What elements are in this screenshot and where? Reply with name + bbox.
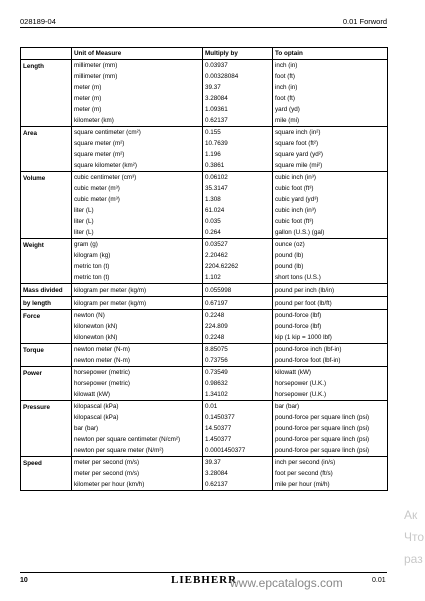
- factor-cell: 0.00328084: [203, 71, 273, 82]
- side-overlay-text: раз: [404, 552, 423, 566]
- factor-cell: 1.34102: [203, 389, 273, 401]
- unit-cell: kilogram per meter (kg/m): [72, 284, 203, 297]
- category-label: Force: [21, 310, 72, 344]
- target-unit-cell: foot per second (ft/s): [273, 468, 388, 479]
- factor-cell: 2.20462: [203, 250, 273, 261]
- unit-cell: horsepower (metric): [72, 378, 203, 389]
- table-row: [21, 227, 388, 239]
- table-row: [21, 172, 388, 184]
- target-unit-cell: square foot (ft²): [273, 138, 388, 149]
- table-row: [21, 250, 388, 261]
- unit-cell: liter (L): [72, 205, 203, 216]
- factor-cell: 0.98632: [203, 378, 273, 389]
- target-unit-cell: mile (mi): [273, 115, 388, 127]
- target-unit-cell: kilowatt (kW): [273, 367, 388, 379]
- target-unit-cell: inch (in): [273, 82, 388, 93]
- target-unit-cell: cubic inch (in³): [273, 172, 388, 184]
- table-row: [21, 93, 388, 104]
- table-row: [21, 468, 388, 479]
- target-unit-cell: pound-force per square linch (psi): [273, 434, 388, 445]
- factor-cell: 3.28084: [203, 93, 273, 104]
- factor-cell: 0.3861: [203, 160, 273, 172]
- factor-cell: 0.2248: [203, 310, 273, 322]
- target-unit-cell: pound-force per square linch (psi): [273, 423, 388, 434]
- column-header: Unit of Measure: [72, 48, 203, 60]
- page-header: [20, 15, 387, 28]
- unit-cell: cubic centimeter (cm³): [72, 172, 203, 184]
- table-header-row: [21, 48, 388, 60]
- table-row: [21, 239, 388, 251]
- table-row: [21, 297, 388, 310]
- unit-cell: meter (m): [72, 93, 203, 104]
- table-row: [21, 378, 388, 389]
- category-label: Mass divided: [21, 284, 72, 297]
- category-label: by length: [21, 297, 72, 310]
- target-unit-cell: foot (ft): [273, 93, 388, 104]
- table-row: [21, 272, 388, 284]
- table-row: [21, 434, 388, 445]
- watermark-text: www.epcatalogs.com: [230, 576, 343, 590]
- category-label: Area: [21, 127, 72, 172]
- unit-cell: newton (N): [72, 310, 203, 322]
- side-overlay-text: Ак: [404, 508, 418, 522]
- unit-cell: newton per square centimeter (N/cm²): [72, 434, 203, 445]
- category-label: Pressure: [21, 401, 72, 457]
- target-unit-cell: yard (yd): [273, 104, 388, 115]
- factor-cell: 0.62137: [203, 115, 273, 127]
- factor-cell: 0.155: [203, 127, 273, 139]
- table-row: [21, 149, 388, 160]
- table-row: [21, 457, 388, 469]
- unit-cell: meter per second (m/s): [72, 468, 203, 479]
- unit-cell: newton meter (N-m): [72, 355, 203, 367]
- target-unit-cell: pound (lb): [273, 250, 388, 261]
- factor-cell: 0.03937: [203, 60, 273, 72]
- table-row: [21, 389, 388, 401]
- table-row: [21, 205, 388, 216]
- unit-cell: metric ton (t): [72, 261, 203, 272]
- target-unit-cell: bar (bar): [273, 401, 388, 413]
- target-unit-cell: square yard (yd²): [273, 149, 388, 160]
- category-label: Weight: [21, 239, 72, 284]
- target-unit-cell: cubic foot (ft³): [273, 216, 388, 227]
- unit-cell: cubic meter (m³): [72, 183, 203, 194]
- factor-cell: 0.035: [203, 216, 273, 227]
- unit-cell: kilogram per meter (kg/m): [72, 297, 203, 310]
- factor-cell: 0.01: [203, 401, 273, 413]
- unit-cell: newton meter (N-m): [72, 344, 203, 356]
- unit-cell: kilopascal (kPa): [72, 401, 203, 413]
- unit-cell: square kilometer (km²): [72, 160, 203, 172]
- table-row: [21, 367, 388, 379]
- unit-cell: kilonewton (kN): [72, 321, 203, 332]
- column-header: To optain: [273, 48, 388, 60]
- factor-cell: 3.28084: [203, 468, 273, 479]
- unit-cell: meter (m): [72, 104, 203, 115]
- table-row: [21, 479, 388, 491]
- document-number: 028189-04: [20, 17, 56, 26]
- unit-cell: gram (g): [72, 239, 203, 251]
- table-row: [21, 401, 388, 413]
- factor-cell: 14.50377: [203, 423, 273, 434]
- unit-cell: metric ton (t): [72, 272, 203, 284]
- table-row: [21, 60, 388, 72]
- factor-cell: 0.03527: [203, 239, 273, 251]
- target-unit-cell: square mile (mi²): [273, 160, 388, 172]
- category-label: Torque: [21, 344, 72, 367]
- target-unit-cell: gallon (U.S.) (gal): [273, 227, 388, 239]
- factor-cell: 0.06102: [203, 172, 273, 184]
- target-unit-cell: cubic foot (ft³): [273, 183, 388, 194]
- unit-cell: square centimeter (cm²): [72, 127, 203, 139]
- unit-cell: kilopascal (kPa): [72, 412, 203, 423]
- liebherr-logo: LIEBHERR: [171, 574, 238, 586]
- table-row: [21, 194, 388, 205]
- target-unit-cell: foot (ft): [273, 71, 388, 82]
- factor-cell: 1.09361: [203, 104, 273, 115]
- target-unit-cell: pound-force (lbf): [273, 310, 388, 322]
- table-row: [21, 261, 388, 272]
- target-unit-cell: mile per hour (mi/h): [273, 479, 388, 491]
- unit-cell: kilometer per hour (km/h): [72, 479, 203, 491]
- table-row: [21, 412, 388, 423]
- unit-cell: horsepower (metric): [72, 367, 203, 379]
- factor-cell: 0.055998: [203, 284, 273, 297]
- target-unit-cell: cubic inch (in³): [273, 205, 388, 216]
- target-unit-cell: ounce (oz): [273, 239, 388, 251]
- category-label: Volume: [21, 172, 72, 239]
- target-unit-cell: horsepower (U.K.): [273, 389, 388, 401]
- unit-cell: square meter (m²): [72, 149, 203, 160]
- unit-cell: kilonewton (kN): [72, 332, 203, 344]
- unit-cell: millimeter (mm): [72, 71, 203, 82]
- side-overlay-text: Что: [404, 530, 425, 544]
- factor-cell: 0.73549: [203, 367, 273, 379]
- column-header: [21, 48, 72, 60]
- table-row: [21, 104, 388, 115]
- page-reference: 0.01: [372, 577, 386, 584]
- factor-cell: 0.264: [203, 227, 273, 239]
- unit-cell: meter (m): [72, 82, 203, 93]
- target-unit-cell: pound per inch (lb/in): [273, 284, 388, 297]
- target-unit-cell: square inch (in²): [273, 127, 388, 139]
- factor-cell: 0.0001450377: [203, 445, 273, 457]
- category-label: Length: [21, 60, 72, 127]
- factor-cell: 0.67197: [203, 297, 273, 310]
- unit-cell: meter per second (m/s): [72, 457, 203, 469]
- target-unit-cell: pound-force inch (lbf-in): [273, 344, 388, 356]
- table-row: [21, 138, 388, 149]
- factor-cell: 0.73756: [203, 355, 273, 367]
- table-row: [21, 344, 388, 356]
- target-unit-cell: pound-force per square linch (psi): [273, 445, 388, 457]
- table-row: [21, 332, 388, 344]
- target-unit-cell: pound-force foot (lbf-in): [273, 355, 388, 367]
- column-header: Multiply by: [203, 48, 273, 60]
- table-row: [21, 423, 388, 434]
- target-unit-cell: pound per foot (lb/ft): [273, 297, 388, 310]
- factor-cell: 8.85075: [203, 344, 273, 356]
- table-body: [21, 60, 388, 491]
- conversion-table: [20, 47, 388, 491]
- factor-cell: 2204.62262: [203, 261, 273, 272]
- category-label: Power: [21, 367, 72, 401]
- table-row: [21, 115, 388, 127]
- table-row: [21, 160, 388, 172]
- unit-cell: cubic meter (m³): [72, 194, 203, 205]
- target-unit-cell: inch per second (in/s): [273, 457, 388, 469]
- target-unit-cell: pound (lb): [273, 261, 388, 272]
- unit-cell: kilometer (km): [72, 115, 203, 127]
- target-unit-cell: pound-force (lbf): [273, 321, 388, 332]
- footer-divider: [20, 572, 387, 573]
- unit-cell: millimeter (mm): [72, 60, 203, 72]
- factor-cell: 0.1450377: [203, 412, 273, 423]
- unit-cell: kilogram (kg): [72, 250, 203, 261]
- table-row: [21, 321, 388, 332]
- unit-cell: square meter (m²): [72, 138, 203, 149]
- target-unit-cell: short tons (U.S.): [273, 272, 388, 284]
- unit-cell: liter (L): [72, 227, 203, 239]
- factor-cell: 10.7639: [203, 138, 273, 149]
- factor-cell: 224.809: [203, 321, 273, 332]
- factor-cell: 39.37: [203, 457, 273, 469]
- unit-cell: newton per square meter (N/m²): [72, 445, 203, 457]
- unit-cell: kilowatt (kW): [72, 389, 203, 401]
- unit-cell: liter (L): [72, 216, 203, 227]
- factor-cell: 0.2248: [203, 332, 273, 344]
- table-row: [21, 445, 388, 457]
- factor-cell: 1.308: [203, 194, 273, 205]
- factor-cell: 0.62137: [203, 479, 273, 491]
- target-unit-cell: cubic yard (yd³): [273, 194, 388, 205]
- factor-cell: 1.102: [203, 272, 273, 284]
- category-label: Speed: [21, 457, 72, 491]
- table-row: [21, 127, 388, 139]
- table-row: [21, 71, 388, 82]
- table-row: [21, 355, 388, 367]
- table-row: [21, 310, 388, 322]
- target-unit-cell: kip (1 kip = 1000 lbf): [273, 332, 388, 344]
- target-unit-cell: horsepower (U.K.): [273, 378, 388, 389]
- target-unit-cell: inch (in): [273, 60, 388, 72]
- target-unit-cell: pound-force per square linch (psi): [273, 412, 388, 423]
- table-row: [21, 183, 388, 194]
- page-number: 10: [20, 577, 28, 584]
- table-row: [21, 284, 388, 297]
- factor-cell: 61.024: [203, 205, 273, 216]
- factor-cell: 1.450377: [203, 434, 273, 445]
- factor-cell: 35.3147: [203, 183, 273, 194]
- table-row: [21, 82, 388, 93]
- factor-cell: 1.196: [203, 149, 273, 160]
- factor-cell: 39.37: [203, 82, 273, 93]
- section-title: 0.01 Forword: [342, 17, 387, 26]
- table-row: [21, 216, 388, 227]
- unit-cell: bar (bar): [72, 423, 203, 434]
